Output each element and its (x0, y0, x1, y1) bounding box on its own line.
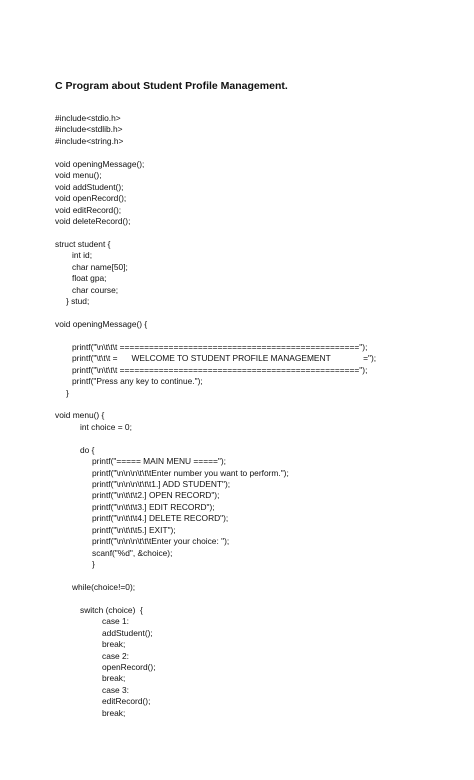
blank-line (55, 433, 376, 444)
code-line: char course; (72, 284, 119, 295)
blank-line (55, 593, 376, 604)
code-line: void menu(); (55, 170, 102, 181)
code-line: printf("\t\t\t = WELCOME TO STUDENT PROFILE MANAGEMENT ="); (72, 353, 377, 364)
code-line: scanf("%d", &choice); (92, 547, 173, 558)
code-line: printf("\n\n\n\t\t\t1.] ADD STUDENT"); (92, 479, 231, 489)
code-line: } (66, 387, 69, 398)
code-line: printf("\n\t\t\t5.] EXIT"); (92, 524, 176, 535)
code-line: case 1: (102, 616, 130, 627)
code-line: switch (choice) { (80, 604, 143, 615)
code-line: } (92, 559, 95, 570)
code-line: #include<string.h> (55, 135, 124, 146)
code-line: openRecord(); (102, 662, 156, 672)
code-line: break; (102, 673, 126, 684)
code-line: printf("\n\t\t\t4.] DELETE RECORD"); (92, 513, 229, 524)
code-listing (55, 113, 376, 719)
code-line: struct student { (55, 238, 111, 249)
code-line: void openRecord(); (55, 193, 127, 204)
code-line: printf("\n\n\n\t\t\tEnter your choice: "); (92, 536, 230, 547)
code-line: #include<stdio.h> (55, 113, 121, 123)
code-line: #include<stdlib.h> (55, 124, 123, 135)
blank-line (55, 307, 376, 318)
code-line: case 3: (102, 684, 130, 695)
code-line: editRecord(); (102, 696, 151, 707)
code-line: break; (102, 639, 126, 650)
code-line: int choice = 0; (80, 421, 132, 432)
code-line: char name[50]; (72, 261, 128, 272)
code-line: void editRecord(); (55, 204, 122, 215)
code-line: int id; (72, 250, 93, 261)
code-line: printf("\n\t\t\t3.] EDIT RECORD"); (92, 501, 215, 512)
code-line: printf("\n\t\t\t2.] OPEN RECORD"); (92, 490, 220, 501)
blank-line (55, 147, 376, 158)
code-line: void menu() { (55, 410, 105, 421)
code-line: void addStudent(); (55, 181, 124, 192)
document-title: C Program about Student Profile Management. (55, 80, 288, 92)
code-line: void openingMessage(); (55, 158, 145, 169)
code-line: addStudent(); (102, 627, 153, 638)
code-line: break; (102, 707, 126, 718)
code-line: void openingMessage() { (55, 318, 148, 329)
blank-line (55, 399, 376, 410)
code-line: printf("\n\t\t\t ================================================="); (72, 341, 368, 352)
code-line: printf("\n\n\n\t\t\tEnter number you want to perform."); (92, 467, 289, 478)
code-line: } stud; (66, 296, 90, 306)
code-line: printf("Press any key to continue."); (72, 376, 203, 387)
code-line: printf("===== MAIN MENU ====="); (92, 456, 226, 467)
code-line: printf("\n\t\t\t ================================================="); (72, 364, 368, 375)
code-line: while(choice!=0); (72, 581, 136, 592)
code-line: void deleteRecord(); (55, 215, 131, 226)
code-line: do { (80, 444, 95, 455)
code-line: float gpa; (72, 273, 107, 284)
code-line: case 2: (102, 650, 130, 661)
blank-line (55, 227, 376, 238)
blank-line (55, 571, 376, 582)
blank-line (55, 330, 376, 341)
